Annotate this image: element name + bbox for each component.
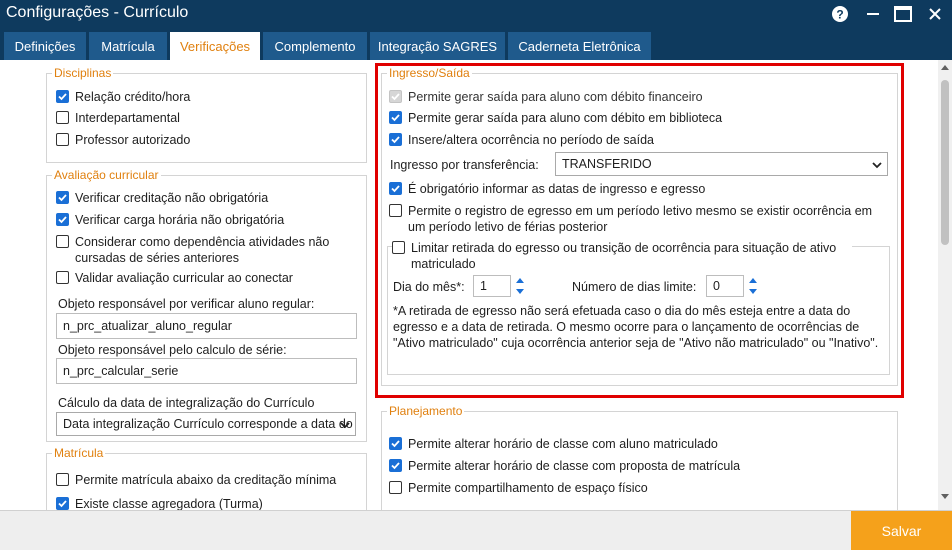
dia-mes-label: Dia do mês*: (393, 280, 465, 294)
checkbox-relacao-credito-hora[interactable]: Relação crédito/hora (56, 89, 190, 105)
checkbox-unchecked-icon (56, 111, 69, 124)
close-icon[interactable] (924, 3, 946, 25)
checkbox-considerar-dependencia[interactable]: Considerar como dependência atividades não cursadas de séries anteriores (56, 234, 336, 266)
svg-text:?: ? (836, 7, 844, 22)
calculo-integralizacao-value: Data integralização Currículo corresponde a data do (63, 417, 353, 431)
checkbox-verificar-creditacao[interactable]: Verificar creditação não obrigatória (56, 190, 268, 206)
tab-verificacoes[interactable]: Verificações (170, 32, 260, 60)
checkbox-checked-icon (56, 497, 69, 510)
footer-bar (0, 510, 952, 550)
dia-mes-input[interactable]: 1 (473, 275, 511, 297)
dias-limite-input[interactable]: 0 (706, 275, 744, 297)
vertical-scrollbar[interactable] (938, 60, 952, 510)
matricula-title: Matrícula (54, 446, 104, 460)
avaliacao-curricular-title: Avaliação curricular (54, 168, 159, 182)
ingresso-transferencia-label: Ingresso por transferência: (390, 158, 539, 172)
checkbox-unchecked-icon (56, 133, 69, 146)
checkbox-unchecked-icon (56, 235, 69, 248)
checkbox-unchecked-icon (56, 271, 69, 284)
checkbox-classe-agregadora[interactable]: Existe classe agregadora (Turma) (56, 496, 263, 510)
maximize-icon[interactable] (892, 3, 914, 25)
highlight-frame (375, 63, 904, 398)
obj-aluno-regular-label: Objeto responsável por verificar aluno regular: (58, 297, 315, 311)
checkbox-obrigatorio-datas[interactable]: É obrigatório informar as datas de ingresso e egresso (389, 181, 705, 197)
checkbox-checked-icon (389, 459, 402, 472)
checkbox-compartilhamento-espaco[interactable]: Permite compartilhamento de espaço físico (389, 480, 648, 496)
save-button[interactable]: Salvar (851, 511, 952, 550)
checkbox-permite-registro-egresso[interactable]: Permite o registro de egresso em um período letivo mesmo se existir ocorrência em um período letivo de férias posterior (389, 203, 884, 235)
chevron-down-icon (339, 419, 351, 431)
dias-limite-label: Número de dias limite: (572, 280, 697, 294)
minimize-icon[interactable] (862, 3, 884, 25)
checkbox-unchecked-icon (56, 473, 69, 486)
calculo-integralizacao-select[interactable] (56, 412, 356, 436)
checkbox-interdepartamental[interactable]: Interdepartamental (56, 110, 180, 126)
checkbox-checked-icon (56, 90, 69, 103)
ingresso-saida-title: Ingresso/Saída (389, 66, 470, 80)
checkbox-matricula-abaixo[interactable]: Permite matrícula abaixo da creditação mínima (56, 472, 336, 488)
checkbox-unchecked-icon (389, 481, 402, 494)
tab-complemento[interactable]: Complemento (263, 32, 367, 60)
checkbox-verificar-carga-horaria[interactable]: Verificar carga horária não obrigatória (56, 212, 284, 228)
checkbox-alterar-horario-proposta[interactable]: Permite alterar horário de classe com proposta de matrícula (389, 458, 740, 474)
planejamento-title: Planejamento (389, 404, 463, 418)
help-icon[interactable] (829, 3, 851, 25)
checkbox-insere-ocorrencia[interactable]: Insere/altera ocorrência no período de saída (389, 132, 654, 148)
checkbox-alterar-horario-matriculado[interactable]: Permite alterar horário de classe com aluno matriculado (389, 436, 718, 452)
nota-retirada-egresso: *A retirada de egresso não será efetuada caso o dia do mês esteja entre a data do egresso e a data de retirada. O mesmo ocorre para o lançamento de ocorrências de "Ativo matriculado" cuja ocorrência anterior seja de "Ativo não matriculado" ou "Inativo". (393, 304, 879, 350)
checkbox-saida-debito-biblioteca[interactable]: Permite gerar saída para aluno com débito em biblioteca (389, 110, 722, 126)
checkbox-checked-icon (389, 437, 402, 450)
obj-calculo-serie-label: Objeto responsável pelo calculo de série: (58, 343, 287, 357)
scroll-up-icon[interactable] (941, 64, 949, 70)
checkbox-validar-avaliacao[interactable]: Validar avaliação curricular ao conectar (56, 270, 293, 286)
checkbox-professor-autorizado[interactable]: Professor autorizado (56, 132, 190, 148)
scrollbar-thumb[interactable] (941, 80, 949, 245)
tab-integracao-sagres[interactable]: Integração SAGRES (370, 32, 505, 60)
title-bar (0, 0, 952, 27)
tab-definicoes[interactable]: Definições (4, 32, 86, 60)
disciplinas-title: Disciplinas (54, 66, 112, 80)
tab-caderneta-eletronica[interactable]: Caderneta Eletrônica (508, 32, 651, 60)
obj-aluno-regular-input[interactable]: n_prc_atualizar_aluno_regular (56, 313, 357, 339)
ingresso-transferencia-value: TRANSFERIDO (562, 157, 652, 171)
scroll-down-icon[interactable] (941, 494, 949, 500)
obj-calculo-serie-input[interactable]: n_prc_calcular_serie (56, 358, 357, 384)
checkbox-limitar-retirada[interactable]: Limitar retirada do egresso ou transição de ocorrência para situação de ativo matriculado (392, 240, 852, 272)
calculo-integralizacao-label: Cálculo da data de integralização do Currículo (58, 396, 315, 410)
checkbox-saida-debito-financeiro[interactable]: Permite gerar saída para aluno com débito financeiro (389, 89, 703, 105)
tab-bar (0, 27, 952, 60)
tab-matricula[interactable]: Matrícula (89, 32, 167, 60)
window-title: Configurações - Currículo (6, 4, 189, 21)
checkbox-checked-icon (56, 213, 69, 226)
checkbox-checked-icon (56, 191, 69, 204)
